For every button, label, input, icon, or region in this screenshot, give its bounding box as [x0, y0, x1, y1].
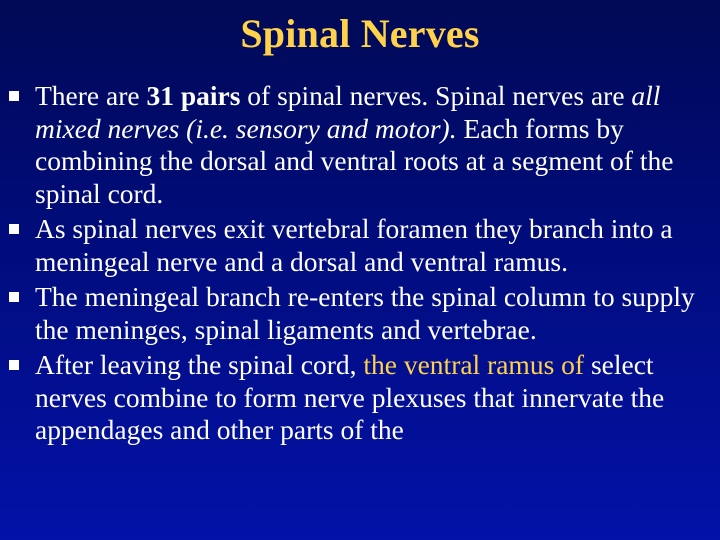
bullet-text: There are 31 pairs of spinal nerves. Spinal nerves are all mixed nerves (i.e. sensory and motor). Each forms by combining the dorsal and ventral roots at a segment of the spinal cord.	[35, 80, 674, 209]
bullet-item	[6, 349, 714, 447]
square-bullet-icon	[9, 91, 19, 101]
bullet-item	[6, 80, 714, 210]
slide-title: Spinal Nerves	[240, 11, 480, 56]
bullet-text: After leaving the spinal cord, the ventral ramus of select nerves combine to form nerve plexuses that innervate the appendages and other parts of the	[35, 349, 665, 445]
square-bullet-icon	[9, 292, 19, 302]
bullet-text: The meningeal branch re-enters the spinal column to supply the meninges, spinal ligaments and vertebrae.	[35, 281, 695, 345]
bullet-item	[6, 213, 714, 278]
square-bullet-icon	[9, 224, 19, 234]
square-bullet-icon	[9, 360, 19, 370]
bullet-list	[6, 80, 714, 450]
bullet-text: As spinal nerves exit vertebral foramen they branch into a meningeal nerve and a dorsal and ventral ramus.	[35, 213, 673, 277]
bullet-item	[6, 281, 714, 346]
